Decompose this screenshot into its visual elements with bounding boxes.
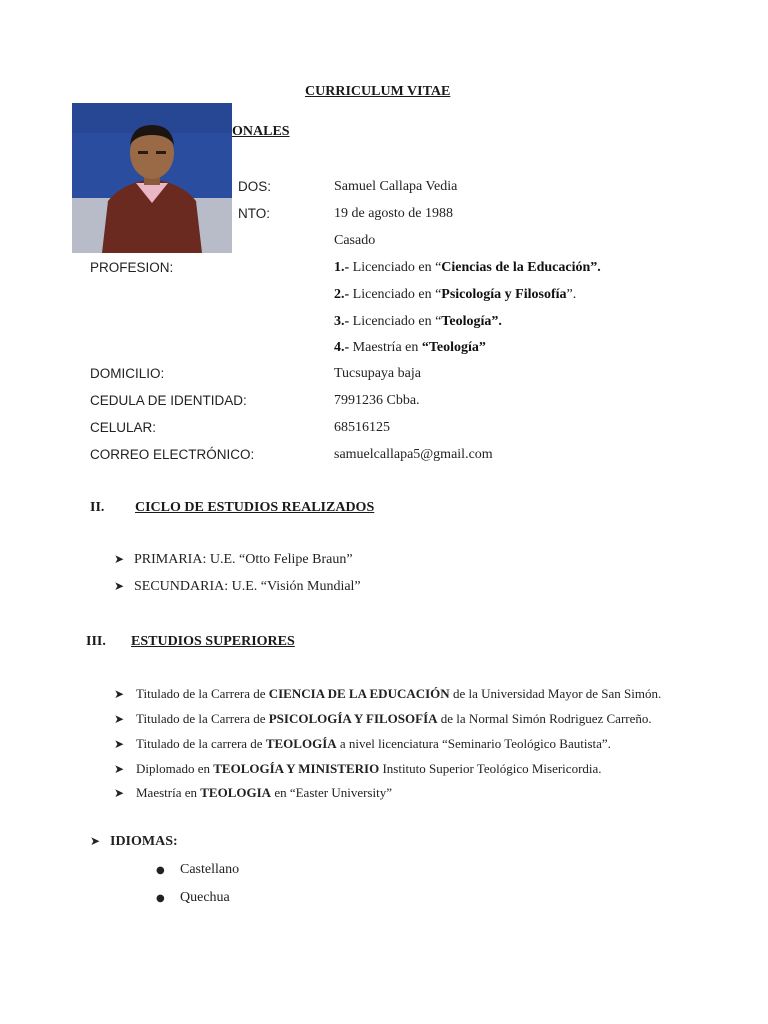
round-bullet-icon: ● [156,865,165,876]
label-correo: CORREO ELECTRÓNICO: [90,447,255,462]
person-illustration [72,103,232,253]
value-nombre: Samuel Callapa Vedia [334,179,458,194]
list-item: ➤ Titulado de la Carrera de CIENCIA DE LA EDUCACIÓN de la Universidad Mayor de San Simón. [114,686,662,701]
round-bullet-icon: ● [156,893,165,904]
section-idiomas-title: ➤ IDIOMAS: [90,834,178,849]
section-number: II. [90,500,105,515]
page-title: CURRICULUM VITAE [305,84,451,99]
arrow-bullet-icon: ➤ [114,737,125,751]
list-item: ● Castellano [156,862,240,877]
label-profesion: PROFESION: [90,260,174,275]
arrow-bullet-icon: ➤ [114,687,125,701]
arrow-bullet-icon: ➤ [114,552,125,566]
list-item: ➤ Diplomado en TEOLOGÍA Y MINISTERIO Instituto Superior Teológico Misericordia. [114,761,602,776]
profesion-item: 1.- Licenciado en “Ciencias de la Educación”. [334,260,601,275]
label-nacimiento-partial: NTO: [238,206,271,221]
value-cedula: 7991236 Cbba. [334,393,420,408]
arrow-bullet-icon: ➤ [114,712,125,726]
list-item: ● Quechua [156,890,230,905]
value-celular: 68516125 [334,420,390,435]
label-domicilio: DOMICILIO: [90,366,165,381]
profile-photo [72,103,232,253]
list-item: ➤ SECUNDARIA: U.E. “Visión Mundial” [114,579,361,594]
profesion-item: 2.- Licenciado en “Psicología y Filosofía”. [334,287,577,302]
arrow-bullet-icon: ➤ [114,762,125,776]
label-cedula: CEDULA DE IDENTIDAD: [90,393,247,408]
section-superiores-title: ESTUDIOS SUPERIORES [131,634,295,649]
section-number: III. [86,634,106,649]
arrow-bullet-icon: ➤ [90,834,101,848]
profesion-item: 4.- Maestría en “Teología” [334,340,486,355]
arrow-bullet-icon: ➤ [114,786,125,800]
value-estado-civil: Casado [334,233,376,248]
section-personal-title: ONALES [232,124,290,139]
list-item: ➤ Titulado de la carrera de TEOLOGÍA a nivel licenciatura “Seminario Teológico Bautista”. [114,736,611,751]
profesion-item: 3.- Licenciado en “Teología”. [334,314,502,329]
arrow-bullet-icon: ➤ [114,579,125,593]
value-correo: samuelcallapa5@gmail.com [334,447,493,462]
list-item: ➤ Titulado de la Carrera de PSICOLOGÍA Y FILOSOFÍA de la Normal Simón Rodriguez Carreño. [114,711,652,726]
list-item: ➤ PRIMARIA: U.E. “Otto Felipe Braun” [114,552,353,567]
value-domicilio: Tucsupaya baja [334,366,421,381]
list-item: ➤ Maestría en TEOLOGIA en “Easter University” [114,785,392,800]
value-nacimiento: 19 de agosto de 1988 [334,206,453,221]
section-estudios-title: CICLO DE ESTUDIOS REALIZADOS [135,500,375,515]
label-nombres-partial: DOS: [238,179,272,194]
label-celular: CELULAR: [90,420,157,435]
